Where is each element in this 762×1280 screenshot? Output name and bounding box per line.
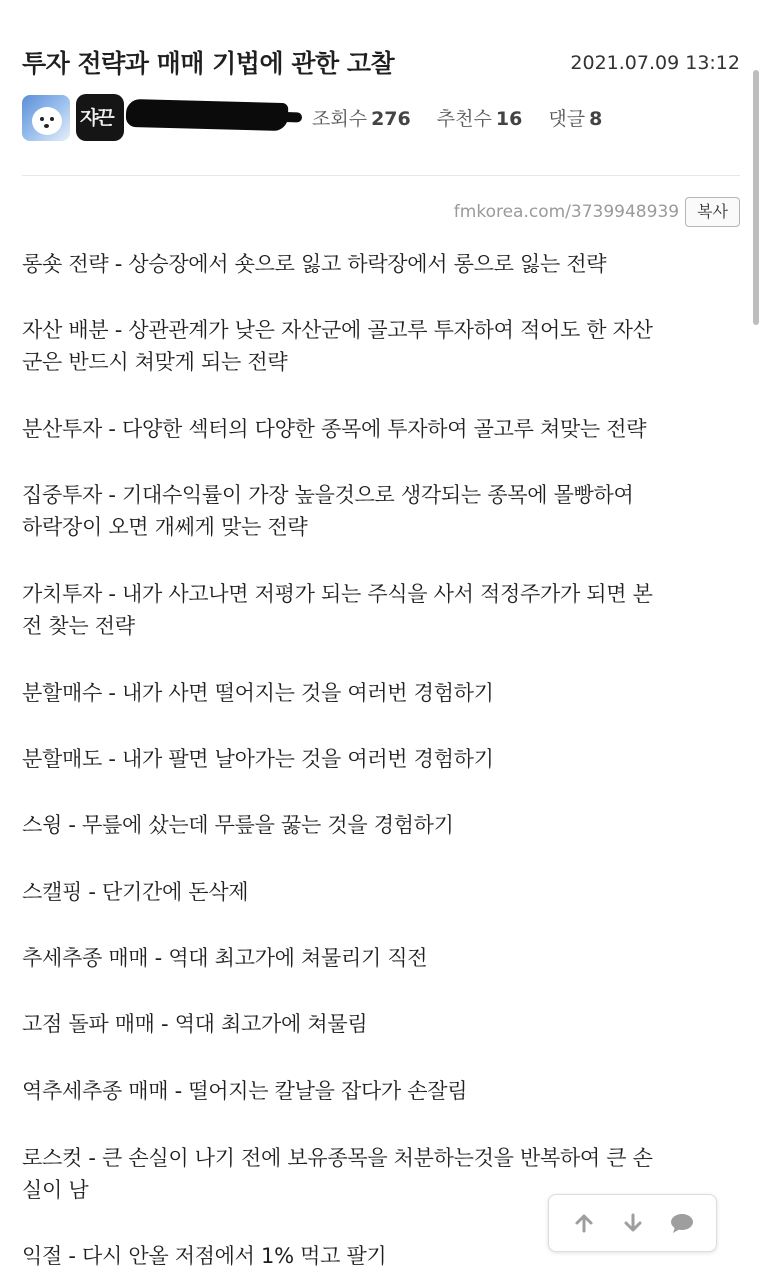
views-label: 조회수 bbox=[312, 108, 368, 130]
share-url-row bbox=[454, 196, 740, 228]
user-level-icon: 쟈끈 bbox=[76, 94, 124, 141]
body-line: 스윙 - 무릎에 샀는데 무릎을 꿇는 것을 경험하기 bbox=[22, 813, 454, 837]
post-url[interactable]: fmkorea.com/3739948939 bbox=[453, 202, 680, 222]
comments-count: 8 bbox=[589, 108, 603, 130]
body-line: 추세추종 매매 - 역대 최고가에 쳐물리기 직전 bbox=[22, 946, 428, 970]
default-profile-avatar-icon bbox=[32, 107, 62, 135]
recommends-count: 16 bbox=[495, 108, 523, 130]
body-line: 로스컷 - 큰 손실이 나기 전에 보유종목을 처분하는것을 반복하여 큰 손 bbox=[22, 1146, 653, 1170]
body-line: 가치투자 - 내가 사고나면 저평가 되는 주식을 사서 적정주가가 되면 본 bbox=[22, 582, 653, 606]
body-line: 하락장이 오면 개쎄게 맞는 전략 bbox=[22, 515, 308, 539]
body-line: 롱숏 전략 - 상승장에서 숏으로 잃고 하락장에서 롱으로 잃는 전략 bbox=[22, 252, 607, 276]
go-to-comments-button[interactable] bbox=[662, 1203, 702, 1243]
header-divider bbox=[22, 175, 740, 176]
arrow-down-icon bbox=[622, 1212, 644, 1234]
post-stats bbox=[312, 104, 622, 131]
body-line: 실이 남 bbox=[22, 1178, 89, 1202]
scrollbar[interactable] bbox=[753, 70, 759, 325]
avatar[interactable] bbox=[22, 95, 70, 141]
post-date: 2021.07.09 13:12 bbox=[570, 52, 740, 74]
body-line: 군은 반드시 쳐맞게 되는 전략 bbox=[22, 350, 288, 374]
body-line: 분할매수 - 내가 사면 떨어지는 것을 여러번 경험하기 bbox=[22, 681, 494, 705]
author-nickname-redacted[interactable] bbox=[126, 99, 289, 131]
speech-bubble-icon bbox=[669, 1212, 695, 1234]
body-line: 역추세추종 매매 - 떨어지는 칼날을 잡다가 손잘림 bbox=[22, 1079, 468, 1103]
views-stat bbox=[312, 104, 411, 131]
body-line: 고점 돌파 매매 - 역대 최고가에 쳐물림 bbox=[22, 1012, 368, 1036]
body-line: 분산투자 - 다양한 섹터의 다양한 종목에 투자하여 골고루 쳐맞는 전략 bbox=[22, 417, 647, 441]
body-line: 스캘핑 - 단기간에 돈삭제 bbox=[22, 880, 249, 904]
floating-nav bbox=[548, 1194, 717, 1252]
scroll-up-button[interactable] bbox=[564, 1203, 604, 1243]
body-line: 전 찾는 전략 bbox=[22, 614, 135, 638]
body-line: 자산 배분 - 상관관계가 낮은 자산군에 골고루 투자하여 적어도 한 자산 bbox=[22, 318, 653, 342]
copy-url-button[interactable]: 복사 bbox=[685, 197, 740, 227]
scroll-down-button[interactable] bbox=[613, 1203, 653, 1243]
recommends-label: 추천수 bbox=[436, 108, 492, 130]
body-line: 익절 - 다시 안올 저점에서 1% 먹고 팔기 bbox=[22, 1244, 387, 1268]
body-line: 분할매도 - 내가 팔면 날아가는 것을 여러번 경험하기 bbox=[22, 747, 494, 771]
comments-label: 댓글 bbox=[548, 108, 586, 130]
views-count: 276 bbox=[371, 108, 411, 130]
body-line: 집중투자 - 기대수익률이 가장 높을것으로 생각되는 종목에 몰빵하여 bbox=[22, 483, 634, 507]
post-meta bbox=[22, 93, 740, 141]
comments-stat[interactable] bbox=[548, 104, 602, 131]
arrow-up-icon bbox=[573, 1212, 595, 1234]
recommends-stat bbox=[437, 104, 523, 131]
post-title: 투자 전략과 매매 기법에 관한 고찰 bbox=[22, 49, 395, 78]
